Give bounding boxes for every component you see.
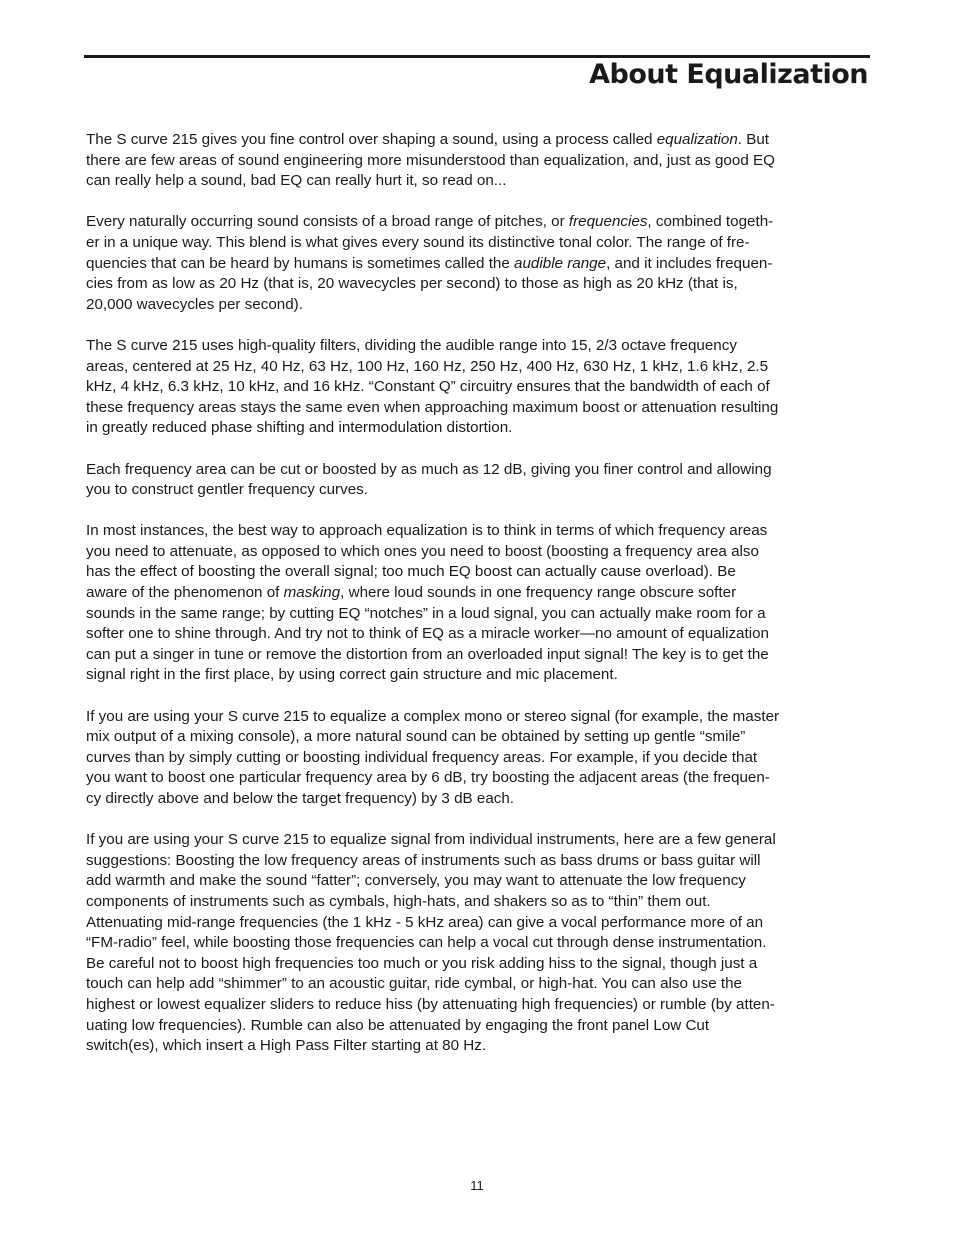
text-line [86, 748, 870, 769]
text-line [86, 130, 870, 151]
text-run: touch can help add “shimmer” to an acoustic guitar, ride cymbal, or high-hat. You can also use the [86, 975, 742, 993]
text-run: , combined togeth- [647, 213, 774, 231]
paragraph [86, 212, 870, 315]
text-run: curves than by simply cutting or boosting individual frequency areas. For example, if you decide that [86, 748, 758, 766]
paragraph [86, 707, 870, 810]
text-line [86, 254, 870, 275]
text-run: you want to boost one particular frequency area by 6 dB, try boosting the adjacent areas (the frequen- [86, 769, 770, 787]
text-line [86, 1016, 870, 1037]
text-run: areas, centered at 25 Hz, 40 Hz, 63 Hz, 100 Hz, 160 Hz, 250 Hz, 400 Hz, 630 Hz, 1 kHz, 1.6 kHz, 2.5 [86, 357, 769, 375]
text-line [86, 645, 870, 666]
page-title: About Equalization [589, 59, 868, 90]
body-text [86, 130, 870, 1077]
paragraph [86, 830, 870, 1057]
text-run: these frequency areas stays the same even when approaching maximum boost or attenuation resulting [86, 398, 779, 416]
text-line [86, 151, 870, 172]
text-line [86, 336, 870, 357]
text-run: switch(es), which insert a High Pass Filter starting at 80 Hz. [86, 1037, 487, 1055]
text-line [86, 789, 870, 810]
text-line [86, 357, 870, 378]
text-run: er in a unique way. This blend is what gives every sound its distinctive tonal color. The range of fre- [86, 233, 750, 251]
text-run: , where loud sounds in one frequency range obscure softer [340, 584, 737, 602]
text-line [86, 480, 870, 501]
text-line [86, 892, 870, 913]
text-line [86, 521, 870, 542]
text-line [86, 995, 870, 1016]
text-run: The S curve 215 gives you fine control over shaping a sound, using a process called [86, 131, 657, 148]
paragraph [86, 521, 870, 686]
text-line [86, 954, 870, 975]
text-line [86, 583, 870, 604]
text-line [86, 974, 870, 995]
italic-term: equalization [656, 131, 738, 148]
text-line [86, 707, 870, 728]
text-run: signal right in the first place, by using correct gain structure and mic placement. [86, 666, 618, 684]
text-run: can really help a sound, bad EQ can really hurt it, so read on... [86, 172, 507, 190]
text-line [86, 830, 870, 851]
text-run: If you are using your S curve 215 to equalize signal from individual instruments, here are a few general [86, 831, 776, 849]
text-run: there are few areas of sound engineering more misunderstood than equalization, and, just as good EQ [86, 151, 775, 169]
text-line [86, 604, 870, 625]
text-run: softer one to shine through. And try not to think of EQ as a miracle worker—no amount of equalization [86, 625, 769, 643]
text-line [86, 377, 870, 398]
paragraph [86, 336, 870, 439]
text-run: Each frequency area can be cut or boosted by as much as 12 dB, giving you finer control and allowing [86, 460, 772, 478]
text-run: sounds in the same range; by cutting EQ “notches” in a loud signal, you can actually make room for a [86, 604, 766, 622]
text-run: If you are using your S curve 215 to equalize a complex mono or stereo signal (for example, the master [86, 707, 780, 725]
text-run: In most instances, the best way to approach equalization is to think in terms of which frequency areas [86, 522, 768, 540]
text-run: Be careful not to boost high frequencies too much or you risk adding hiss to the signal, though just a [86, 954, 758, 972]
text-run: components of instruments such as cymbals, high-hats, and shakers so as to “thin” them out. [86, 892, 711, 910]
text-line [86, 933, 870, 954]
text-line [86, 212, 870, 233]
text-run: cies from as low as 20 Hz (that is, 20 wavecycles per second) to those as high as 20 kHz (that is, [86, 275, 738, 293]
text-line [86, 398, 870, 419]
text-line [86, 418, 870, 439]
text-run: quencies that can be heard by humans is sometimes called the [86, 254, 515, 272]
text-run: 20,000 wavecycles per second). [86, 295, 303, 313]
text-run: uating low frequencies). Rumble can also be attenuated by engaging the front panel Low Cut [86, 1016, 710, 1034]
text-line [86, 460, 870, 481]
text-line [86, 562, 870, 583]
text-line [86, 542, 870, 563]
text-run: add warmth and make the sound “fatter”; conversely, you may want to attenuate the low frequency [86, 872, 746, 890]
text-line [86, 624, 870, 645]
text-line [86, 233, 870, 254]
paragraph [86, 460, 870, 501]
text-run: mix output of a mixing console), a more natural sound can be obtained by setting up gentle “smile” [86, 728, 746, 746]
text-run: Every naturally occurring sound consists of a broad range of pitches, or [86, 213, 569, 231]
text-run: kHz, 4 kHz, 6.3 kHz, 10 kHz, and 16 kHz. “Constant Q” circuitry ensures that the bandwidth of each of [86, 378, 770, 396]
text-line [86, 295, 870, 316]
text-run: has the effect of boosting the overall signal; too much EQ boost can actually cause overload). Be [86, 563, 736, 581]
text-run: in greatly reduced phase shifting and intermodulation distortion. [86, 419, 513, 437]
text-line [86, 1036, 870, 1057]
text-run: cy directly above and below the target frequency) by 3 dB each. [86, 790, 515, 807]
text-run: The S curve 215 uses high-quality filters, dividing the audible range into 15, 2/3 octave frequency [86, 336, 737, 354]
text-line [86, 727, 870, 748]
italic-term: frequencies [568, 213, 648, 231]
page-number: 11 [470, 1178, 484, 1193]
text-line [86, 913, 870, 934]
text-run: highest or lowest equalizer sliders to reduce hiss (by attenuating high frequencies) or rumble (by atten- [86, 995, 775, 1013]
italic-term: audible range [514, 254, 607, 272]
text-line [86, 274, 870, 295]
text-line [86, 665, 870, 686]
text-run: suggestions: Boosting the low frequency areas of instruments such as bass drums or bass guitar will [86, 851, 761, 869]
text-run: can put a singer in tune or remove the distortion from an overloaded input signal! The key is to get the [86, 645, 769, 663]
text-line [86, 851, 870, 872]
text-line [86, 171, 870, 192]
paragraph [86, 130, 870, 192]
text-run: you to construct gentler frequency curves. [86, 481, 368, 499]
text-run: “FM-radio” feel, while boosting those frequencies can help a vocal cut through dense instrumentation. [86, 934, 767, 952]
text-line [86, 768, 870, 789]
text-run: you need to attenuate, as opposed to which ones you need to boost (boosting a frequency area also [86, 542, 759, 560]
text-run: Attenuating mid-range frequencies (the 1 kHz - 5 kHz area) can give a vocal performance more of an [86, 913, 764, 931]
text-run: aware of the phenomenon of [86, 584, 284, 602]
text-run: . But [737, 131, 770, 148]
text-line [86, 871, 870, 892]
italic-term: masking [283, 584, 341, 602]
text-run: , and it includes frequen- [606, 254, 773, 272]
